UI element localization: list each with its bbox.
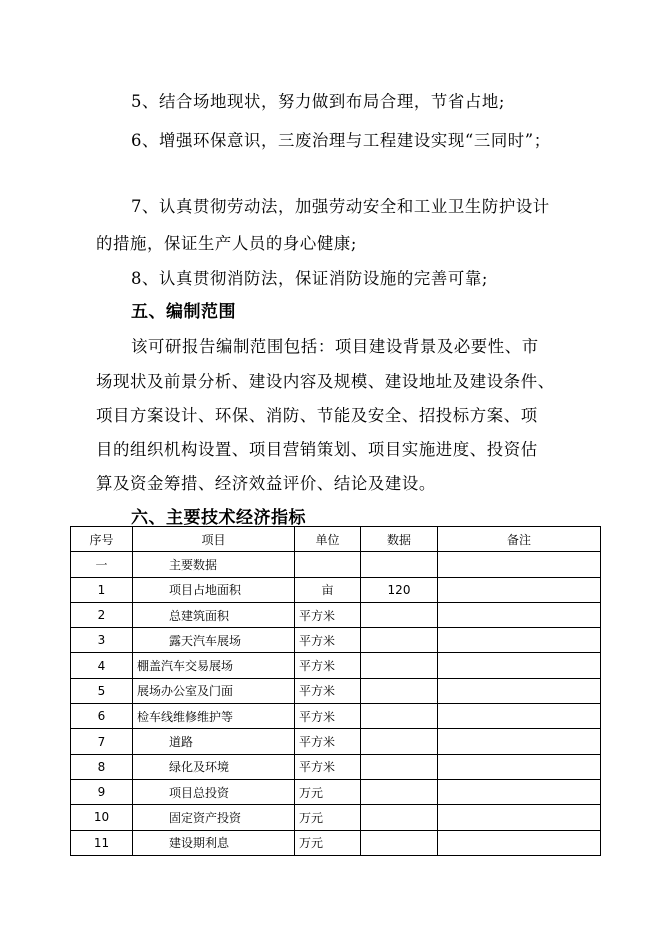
cell-no: 10 bbox=[71, 805, 133, 830]
cell-note bbox=[438, 729, 601, 754]
cell-note bbox=[438, 577, 601, 602]
cell-value bbox=[361, 704, 438, 729]
table-row bbox=[71, 653, 601, 678]
paragraph-item-7-cont: 的措施，保证生产人员的身心健康; bbox=[96, 234, 357, 253]
cell-unit: 万元 bbox=[295, 779, 361, 804]
table-row bbox=[71, 830, 601, 855]
cell-note bbox=[438, 552, 601, 577]
cell-item: 展场办公室及门面 bbox=[133, 678, 295, 703]
paragraph-item-7: 7、认真贯彻劳动法，加强劳动安全和工业卫生防护设计 bbox=[131, 197, 550, 216]
scope-text-line: 项目方案设计、环保、消防、节能及安全、招投标方案、项 bbox=[96, 406, 538, 425]
cell-no: 8 bbox=[71, 754, 133, 779]
cell-note bbox=[438, 830, 601, 855]
cell-no: 3 bbox=[71, 628, 133, 653]
cell-note bbox=[438, 678, 601, 703]
table-row bbox=[71, 602, 601, 627]
cell-value bbox=[361, 830, 438, 855]
cell-note bbox=[438, 653, 601, 678]
table-header-row bbox=[71, 527, 601, 552]
cell-unit: 平方米 bbox=[295, 653, 361, 678]
cell-value bbox=[361, 552, 438, 577]
paragraph-item-6: 6、增强环保意识，三废治理与工程建设实现“三同时”； bbox=[131, 131, 551, 150]
cell-no: 6 bbox=[71, 704, 133, 729]
paragraph-item-5: 5、结合场地现状，努力做到布局合理，节省占地; bbox=[131, 92, 505, 111]
paragraph-item-8: 8、认真贯彻消防法，保证消防设施的完善可靠; bbox=[131, 269, 488, 288]
cell-no: 7 bbox=[71, 729, 133, 754]
cell-no: 一 bbox=[71, 552, 133, 577]
cell-value bbox=[361, 754, 438, 779]
cell-note bbox=[438, 704, 601, 729]
header-note: 备注 bbox=[438, 527, 601, 552]
cell-item: 绿化及环境 bbox=[133, 754, 295, 779]
cell-unit bbox=[295, 552, 361, 577]
cell-no: 4 bbox=[71, 653, 133, 678]
cell-value bbox=[361, 602, 438, 627]
cell-item: 项目占地面积 bbox=[133, 577, 295, 602]
cell-no: 9 bbox=[71, 779, 133, 804]
cell-item: 露天汽车展场 bbox=[133, 628, 295, 653]
cell-unit: 平方米 bbox=[295, 678, 361, 703]
cell-item: 固定资产投资 bbox=[133, 805, 295, 830]
section-heading-scope: 五、编制范围 bbox=[131, 302, 236, 322]
table-row bbox=[71, 754, 601, 779]
cell-unit: 平方米 bbox=[295, 704, 361, 729]
cell-note bbox=[438, 628, 601, 653]
cell-no: 11 bbox=[71, 830, 133, 855]
cell-no: 5 bbox=[71, 678, 133, 703]
cell-item: 检车线维修维护等 bbox=[133, 704, 295, 729]
cell-item: 项目总投资 bbox=[133, 779, 295, 804]
cell-item: 主要数据 bbox=[133, 552, 295, 577]
scope-text-line: 算及资金筹措、经济效益评价、结论及建设。 bbox=[96, 474, 436, 493]
table-row bbox=[71, 678, 601, 703]
cell-value bbox=[361, 805, 438, 830]
table-row bbox=[71, 779, 601, 804]
cell-unit: 亩 bbox=[295, 577, 361, 602]
cell-value bbox=[361, 628, 438, 653]
scope-text-line: 目的组织机构设置、项目营销策划、项目实施进度、投资估 bbox=[96, 440, 538, 459]
header-item: 项目 bbox=[133, 527, 295, 552]
table-row bbox=[71, 552, 601, 577]
cell-item: 棚盖汽车交易展场 bbox=[133, 653, 295, 678]
cell-item: 道路 bbox=[133, 729, 295, 754]
cell-note bbox=[438, 805, 601, 830]
cell-unit: 平方米 bbox=[295, 628, 361, 653]
table-row bbox=[71, 577, 601, 602]
cell-unit: 万元 bbox=[295, 830, 361, 855]
indicators-table bbox=[70, 526, 601, 856]
cell-value bbox=[361, 729, 438, 754]
cell-note bbox=[438, 602, 601, 627]
cell-item: 总建筑面积 bbox=[133, 602, 295, 627]
table-row bbox=[71, 729, 601, 754]
cell-value bbox=[361, 653, 438, 678]
cell-value bbox=[361, 779, 438, 804]
cell-item: 建设期利息 bbox=[133, 830, 295, 855]
scope-text-line: 场现状及前景分析、建设内容及规模、建设地址及建设条件、 bbox=[96, 372, 555, 391]
cell-value bbox=[361, 678, 438, 703]
table-row bbox=[71, 628, 601, 653]
cell-unit: 平方米 bbox=[295, 754, 361, 779]
cell-note bbox=[438, 779, 601, 804]
cell-note bbox=[438, 754, 601, 779]
header-value: 数据 bbox=[361, 527, 438, 552]
table-body bbox=[71, 552, 601, 856]
header-unit: 单位 bbox=[295, 527, 361, 552]
cell-unit: 万元 bbox=[295, 805, 361, 830]
scope-text-line: 该可研报告编制范围包括：项目建设背景及必要性、市 bbox=[131, 337, 539, 356]
table-row bbox=[71, 704, 601, 729]
section-heading-indicators: 六、主要技术经济指标 bbox=[131, 508, 306, 528]
cell-unit: 平方米 bbox=[295, 602, 361, 627]
cell-no: 2 bbox=[71, 602, 133, 627]
cell-no: 1 bbox=[71, 577, 133, 602]
cell-value: 120 bbox=[361, 577, 438, 602]
cell-unit: 平方米 bbox=[295, 729, 361, 754]
table-row bbox=[71, 805, 601, 830]
header-no: 序号 bbox=[71, 527, 133, 552]
